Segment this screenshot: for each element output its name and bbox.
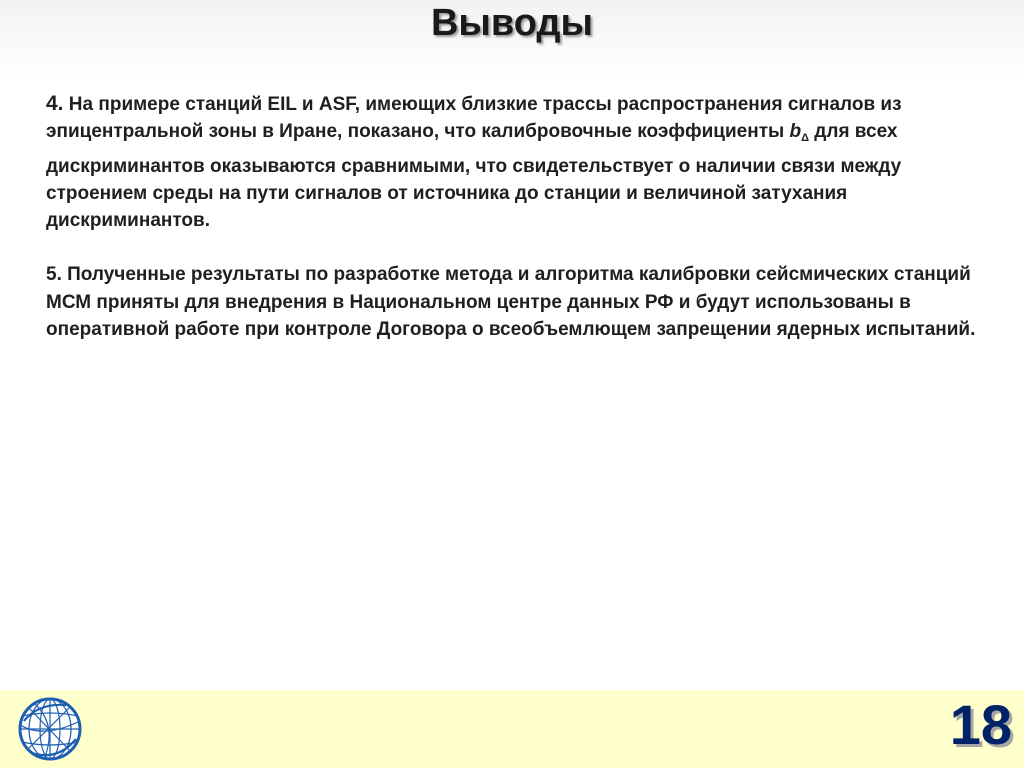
- footer-bar: [0, 690, 1024, 768]
- coefficient-symbol: b: [789, 121, 802, 143]
- item-text-after: для всех дискриминантов оказываются сравнимыми, что свидетельствует о наличии связи между строением среды на пути сигналов от источника до станции и величиной затухания дискриминантов.: [46, 121, 902, 232]
- slide-title: Выводы: [430, 2, 594, 44]
- globe-icon: [14, 695, 86, 763]
- conclusions-body: [46, 90, 986, 343]
- item-text-before: На примере станций EIL и ASF, имеющих близкие трассы распространения сигналов из эпицентральной зоны в Иране, показано, что калибровочные коэффициенты: [46, 94, 902, 143]
- conclusion-item-5: 5. Полученные результаты по разработке метода и алгоритма калибровки сейсмических станций МСМ приняты для внедрения в Национальном центре данных РФ и будут использованы в оперативной работе при контроле Договора о всеобъемлющем запрещении ядерных испытаний.: [46, 264, 976, 341]
- item-number: 4.: [46, 92, 64, 115]
- coefficient-subscript: Δ: [801, 132, 810, 145]
- conclusion-item-4: [46, 90, 986, 234]
- page-number: 18: [949, 693, 1012, 756]
